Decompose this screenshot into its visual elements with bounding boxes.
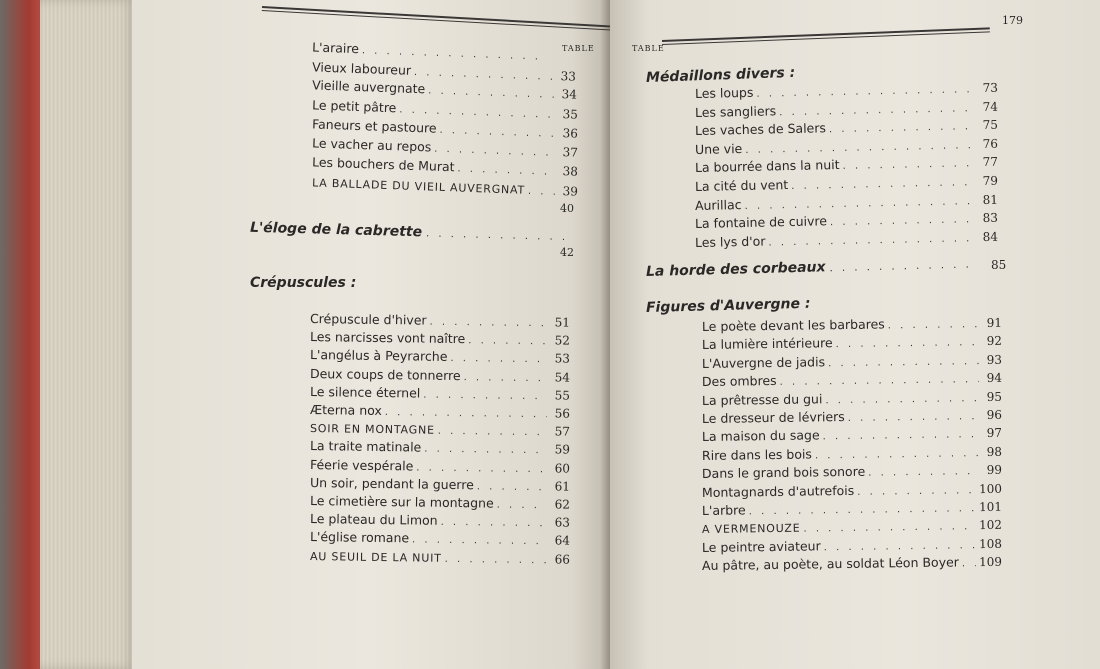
- toc-entry[interactable]: L'église romane . . . 64: [310, 531, 570, 548]
- toc-entry[interactable]: L'angélus à Peyrarche . . . 53: [310, 349, 570, 366]
- toc-entry[interactable]: Les bouchers de Murat . . . 38: [312, 156, 578, 178]
- toc-entry[interactable]: Vieux laboureur . . . 33: [312, 61, 576, 83]
- toc-entry[interactable]: Les vaches de Salers . . . 75: [695, 119, 998, 138]
- toc-entry[interactable]: A VERMENOUZE . . . 102: [702, 519, 1002, 536]
- toc-entry[interactable]: Le vacher au repos . . . 37: [312, 137, 578, 159]
- toc-entry[interactable]: La cité du vent . . . 79: [695, 175, 998, 194]
- toc-entry[interactable]: Montagnards d'autrefois . . . 100: [702, 482, 1002, 499]
- toc-entry[interactable]: Dans le grand bois sonore . . . 99: [702, 464, 1002, 481]
- toc-entry[interactable]: Vieille auvergnate . . . 34: [312, 79, 577, 101]
- toc-entry[interactable]: Une vie . . . 76: [695, 137, 998, 156]
- toc-entry[interactable]: La maison du sage . . . 97: [702, 427, 1002, 444]
- right-page: [610, 0, 1100, 669]
- toc-entry[interactable]: L'Auvergne de jadis . . . 93: [702, 354, 1002, 371]
- section-heading-medaillons: Médaillons divers :: [645, 64, 796, 86]
- right-header-rule: [662, 27, 990, 42]
- toc-section-horde[interactable]: La horde des corbeaux . . .: [646, 255, 978, 280]
- toc-entry[interactable]: Rire dans les bois . . . 98: [702, 446, 1002, 463]
- toc-entry[interactable]: Des ombres . . . 94: [702, 372, 1002, 389]
- toc-entry[interactable]: L'araire . . .: [312, 42, 567, 64]
- toc-section-eloge[interactable]: L'éloge de la cabrette . . .: [250, 220, 570, 244]
- toc-entry[interactable]: AU SEUIL DE LA NUIT . . . 66: [310, 550, 570, 567]
- toc-entry[interactable]: Le dresseur de lévriers . . . 96: [702, 409, 1002, 426]
- toc-entry[interactable]: Le poète devant les barbares . . . 91: [702, 317, 1002, 334]
- section-heading-crepuscules: Crépuscules :: [250, 275, 357, 291]
- page-stack: [40, 0, 135, 669]
- toc-entry[interactable]: Crépuscule d'hiver . . . 51: [310, 313, 570, 330]
- left-toc: [132, 0, 610, 669]
- toc-entry[interactable]: Æterna nox . . . 56: [310, 404, 570, 421]
- toc-entry[interactable]: La traite matinale . . . 59: [310, 440, 570, 457]
- toc-entry[interactable]: LA BALLADE DU VIEIL AUVERGNAT . . . 39: [312, 176, 578, 198]
- toc-entry[interactable]: Faneurs et pastoure . . . 36: [312, 118, 578, 140]
- toc-entry[interactable]: Un soir, pendant la guerre . . . 61: [310, 477, 570, 494]
- toc-entry[interactable]: Le cimetière sur la montagne . . . 62: [310, 495, 570, 512]
- toc-entry[interactable]: Le silence éternel . . . 55: [310, 386, 570, 403]
- toc-entry[interactable]: La bourrée dans la nuit . . . 77: [695, 156, 998, 175]
- left-page: [132, 0, 610, 669]
- section-heading-figures: Figures d'Auvergne :: [645, 295, 811, 316]
- toc-entry[interactable]: Les narcisses vont naître . . . 52: [310, 331, 570, 348]
- toc-entry[interactable]: Le peintre aviateur . . . 108: [702, 538, 1002, 555]
- toc-entry[interactable]: Aurillac . . . 81: [695, 193, 998, 212]
- page-folio: 179: [1002, 14, 1023, 27]
- page-number: 42: [560, 246, 574, 259]
- toc-entry[interactable]: Les lys d'or . . . 84: [695, 230, 998, 249]
- page-number: 40: [560, 202, 574, 215]
- toc-entry[interactable]: Deux coups de tonnerre . . . 54: [310, 368, 570, 385]
- toc-entry[interactable]: SOIR EN MONTAGNE . . . 57: [310, 422, 570, 439]
- toc-entry[interactable]: Au pâtre, au poète, au soldat Léon Boyer . . . 109: [702, 556, 1002, 573]
- toc-entry[interactable]: Les sangliers . . . 74: [695, 100, 998, 119]
- toc-entry[interactable]: La lumière intérieure . . . 92: [702, 335, 1002, 352]
- toc-entry[interactable]: L'arbre . . . 101: [702, 501, 1002, 518]
- page-number: 85: [991, 258, 1007, 272]
- toc-entry[interactable]: Les loups . . . 73: [695, 82, 998, 101]
- left-running-head: TABLE: [562, 44, 595, 53]
- right-running-head: TABLE: [632, 44, 665, 53]
- toc-entry[interactable]: La prêtresse du gui . . . 95: [702, 390, 1002, 407]
- toc-entry[interactable]: Féerie vespérale . . . 60: [310, 459, 570, 476]
- toc-entry[interactable]: Le petit pâtre . . . 35: [312, 99, 578, 121]
- toc-entry[interactable]: Le plateau du Limon . . . 63: [310, 513, 570, 530]
- toc-entry[interactable]: La fontaine de cuivre . . . 83: [695, 212, 998, 231]
